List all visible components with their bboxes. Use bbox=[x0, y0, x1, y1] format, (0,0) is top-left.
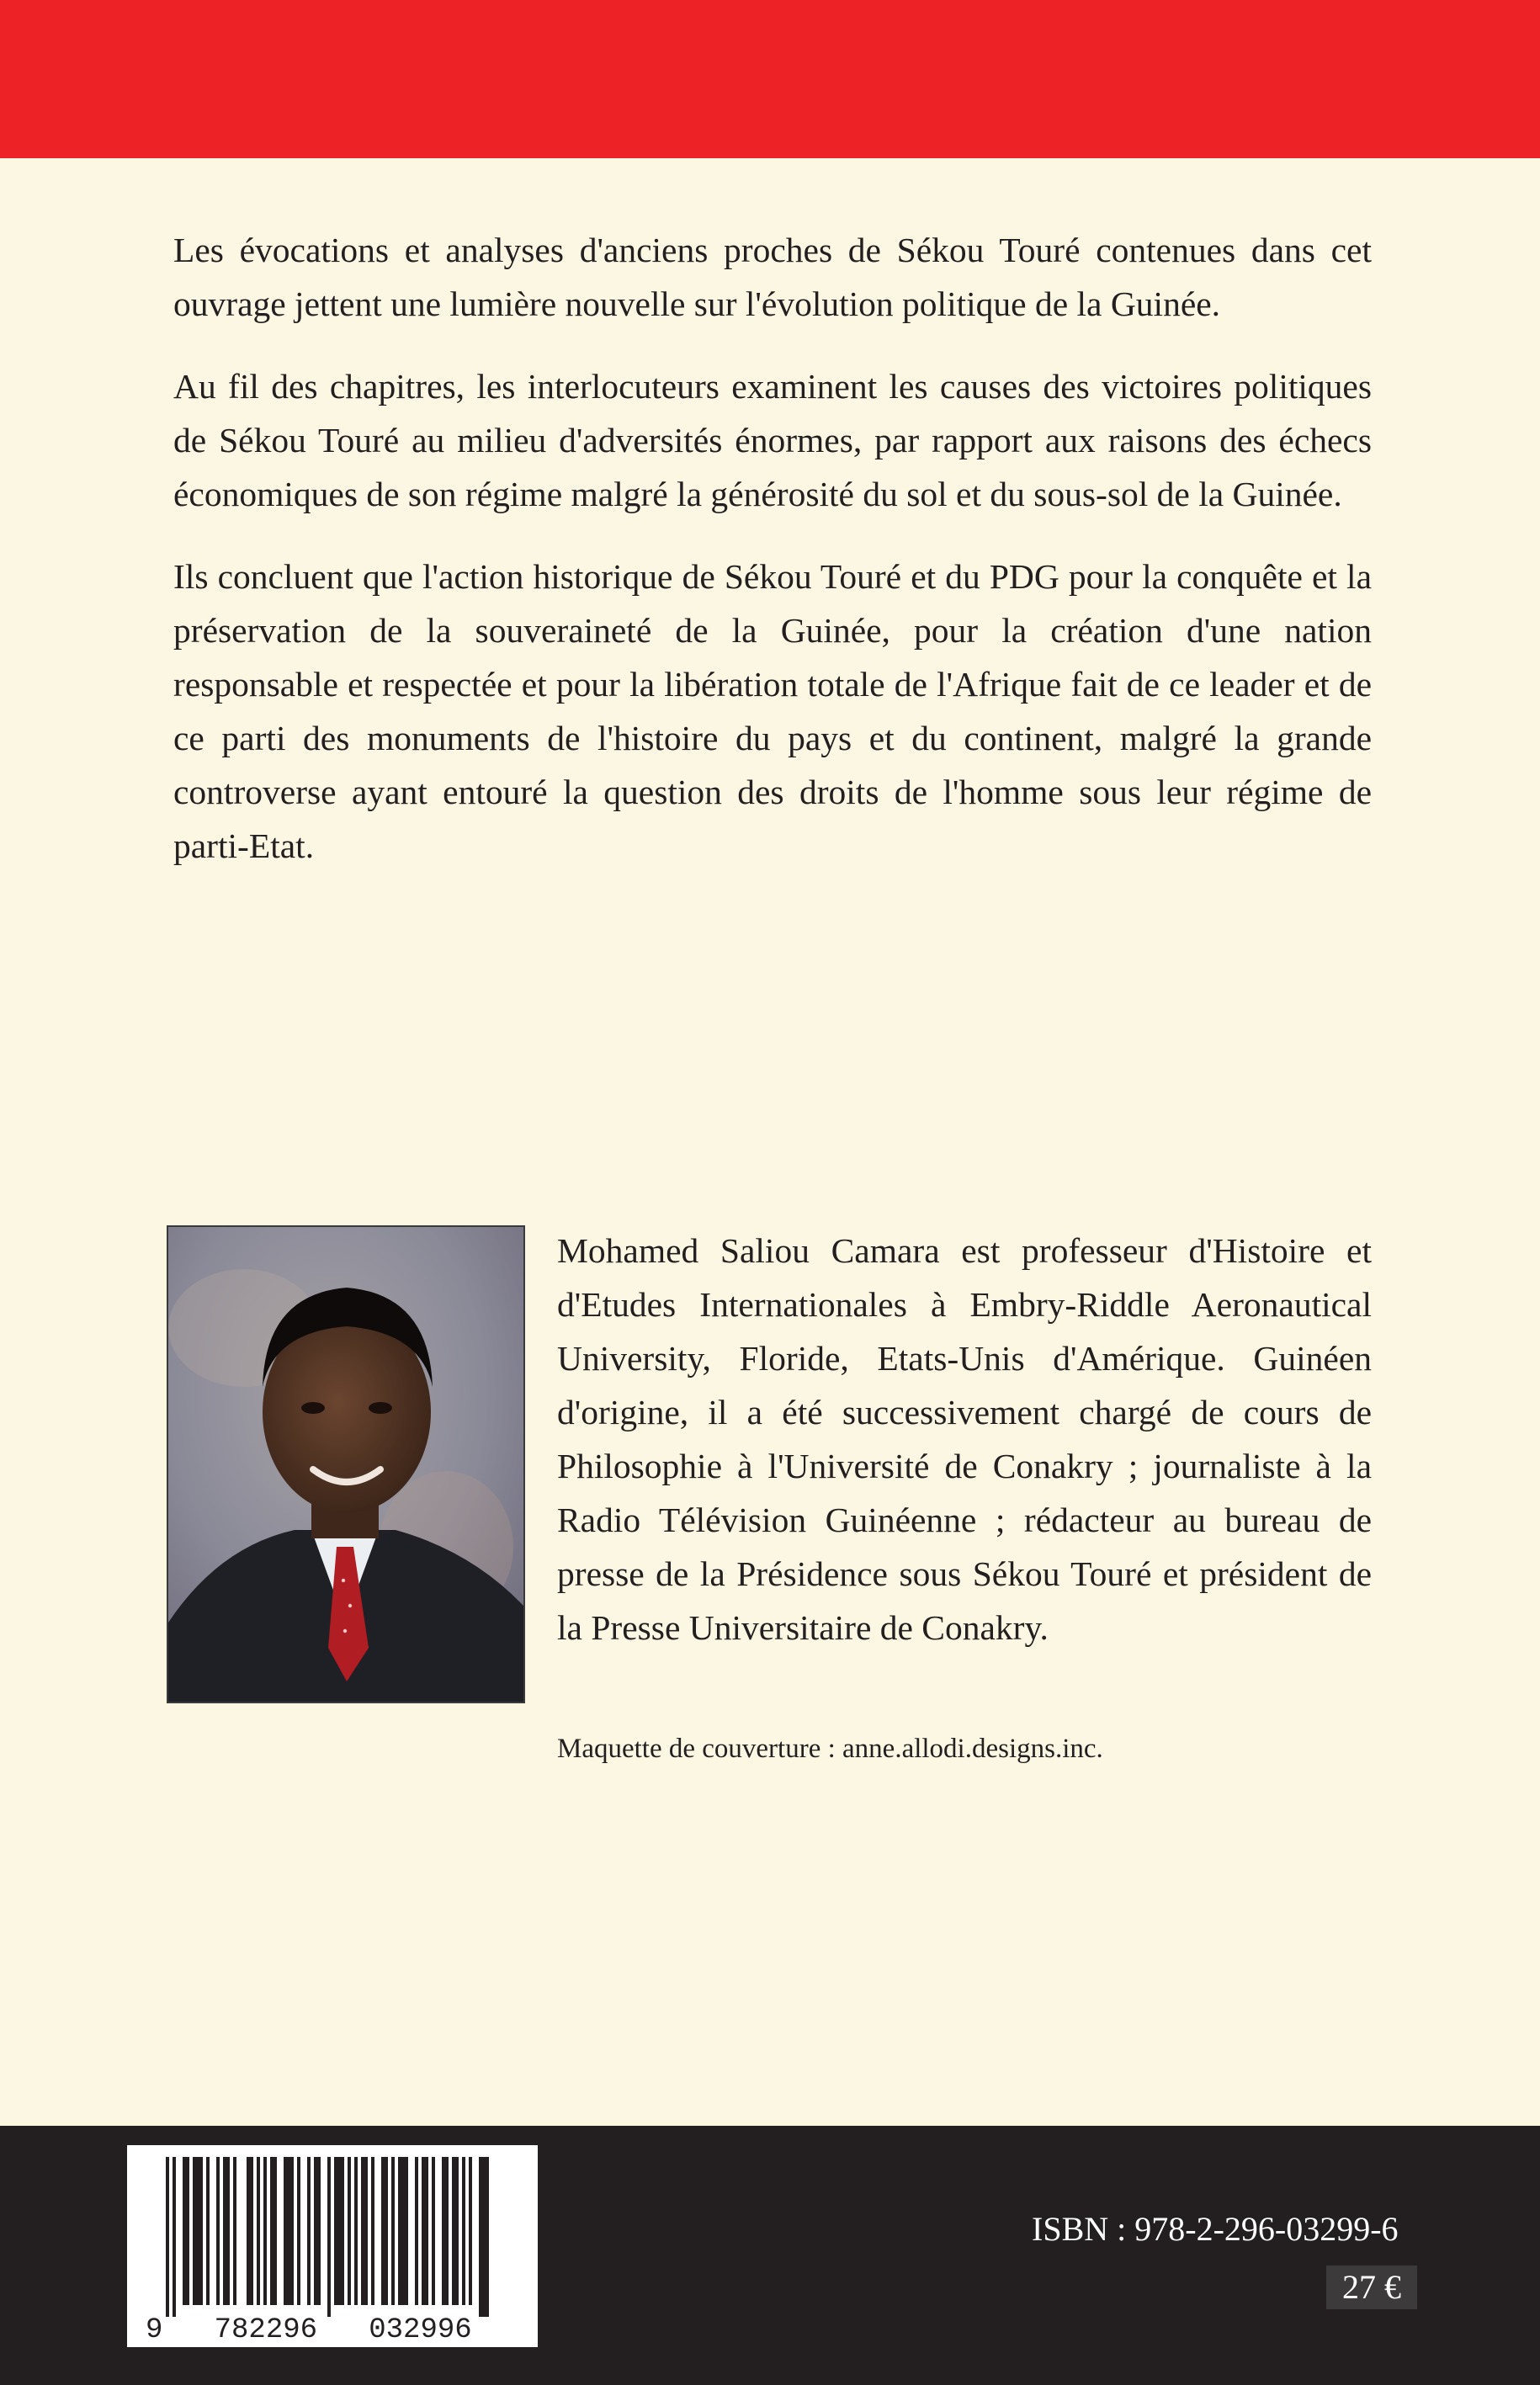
barcode-bar bbox=[199, 2157, 203, 2305]
barcode-bar bbox=[247, 2157, 250, 2305]
barcode-bar bbox=[327, 2157, 331, 2317]
barcode-bar bbox=[223, 2157, 226, 2305]
barcode-bar bbox=[405, 2157, 408, 2305]
barcode-bar bbox=[482, 2157, 486, 2317]
barcode-bar bbox=[469, 2157, 472, 2305]
barcode-bar bbox=[425, 2157, 428, 2305]
barcode-bar bbox=[348, 2157, 351, 2305]
barcode-bar bbox=[206, 2157, 210, 2305]
barcode-bar bbox=[415, 2157, 418, 2305]
barcode-bar bbox=[297, 2157, 300, 2305]
barcode-bar bbox=[196, 2157, 199, 2305]
blurb-paragraph-1: Les évocations et analyses d'anciens proches de Sékou Touré contenues dans cet ouvrage jettent une lumière nouvelle sur l'évolution politique de la Guinée. bbox=[173, 231, 1372, 323]
barcode-bar bbox=[250, 2157, 253, 2305]
isbn-number: ISBN : 978-2-296-03299-6 bbox=[1032, 2210, 1399, 2248]
barcode-bar bbox=[381, 2157, 385, 2305]
barcode-digits: 9 782296 032996 bbox=[146, 2314, 472, 2346]
barcode-bar bbox=[226, 2157, 230, 2305]
barcode-bar bbox=[284, 2157, 287, 2305]
barcode-bar bbox=[334, 2157, 337, 2305]
barcode-bar bbox=[307, 2157, 311, 2305]
barcode-bar bbox=[193, 2157, 196, 2305]
barcode-bar bbox=[341, 2157, 344, 2305]
barcode-bar bbox=[455, 2157, 459, 2305]
barcode-bar bbox=[432, 2157, 435, 2305]
isbn-barcode bbox=[125, 2143, 540, 2350]
barcode-bar bbox=[361, 2157, 364, 2305]
blurb-paragraph-2: Au fil des chapitres, les interlocuteurs examinent les causes des victoires politiques de Sékou Touré au milieu d'adversités énormes, par rapport aux raisons des échecs économiques de son régime malgré la générosité du sol et du sous-sol de la Guinée. bbox=[173, 367, 1372, 513]
barcode-bar bbox=[442, 2157, 445, 2305]
barcode-bar bbox=[371, 2157, 374, 2305]
barcode-bar bbox=[391, 2157, 395, 2305]
back-cover-blurb bbox=[173, 223, 1372, 901]
blurb-paragraph-3: Ils concluent que l'action historique de Sékou Touré et du PDG pour la conquête et la préservation de la souveraineté de la Guinée, pour la création d'une nation responsable et respectée et pour la libération totale de l'Afrique fait de ce leader et de ce parti des monuments de l'histoire du pays et du continent, malgré la grande controverse ayant entouré la question des droits de l'homme sous leur régime de parti-Etat. bbox=[173, 557, 1372, 865]
barcode-bar bbox=[173, 2157, 176, 2317]
barcode-bar bbox=[290, 2157, 294, 2305]
barcode-bar bbox=[216, 2157, 220, 2305]
cover-design-credit: Maquette de couverture : anne.allodi.designs.inc. bbox=[557, 1734, 1103, 1764]
barcode-bar bbox=[401, 2157, 405, 2305]
barcode-bar bbox=[445, 2157, 449, 2305]
barcode-bar bbox=[273, 2157, 277, 2305]
barcode-bar bbox=[270, 2157, 273, 2305]
barcode-bar bbox=[364, 2157, 368, 2305]
author-photo bbox=[167, 1225, 525, 1703]
author-bio: Mohamed Saliou Camara est professeur d'Histoire et d'Etudes Internationales à Embry-Riddle Aeronautical University, Floride, Etats-Unis d'Amérique. Guinéen d'origine, il a été successivement chargé de cours de Philosophie à l'Université de Conakry ; journaliste à la Radio Télévision Guinéenne ; rédacteur au bureau de presse de la Présidence sous Sékou Touré et président de la Presse Universitaire de Conakry. bbox=[557, 1231, 1372, 1647]
barcode-bar bbox=[233, 2157, 236, 2305]
barcode-bar bbox=[287, 2157, 290, 2305]
barcode-bar bbox=[452, 2157, 455, 2305]
barcode-bar bbox=[354, 2157, 358, 2305]
barcode-bar bbox=[183, 2157, 186, 2305]
barcode-bar bbox=[186, 2157, 189, 2305]
price-tag: 27 € bbox=[1326, 2265, 1417, 2309]
barcode-bar bbox=[422, 2157, 425, 2305]
barcode-bar bbox=[257, 2157, 260, 2305]
barcode-bar bbox=[479, 2157, 482, 2317]
barcode-bar bbox=[337, 2157, 341, 2305]
barcode-bar bbox=[462, 2157, 465, 2305]
barcode-bar bbox=[166, 2157, 169, 2317]
barcode-bar bbox=[398, 2157, 401, 2305]
barcode-bar bbox=[314, 2157, 317, 2305]
barcode-bar bbox=[317, 2157, 321, 2305]
barcode-bar bbox=[263, 2157, 267, 2305]
barcode-bar bbox=[486, 2157, 489, 2317]
barcode-bar bbox=[385, 2157, 388, 2305]
top-red-band bbox=[0, 0, 1540, 158]
